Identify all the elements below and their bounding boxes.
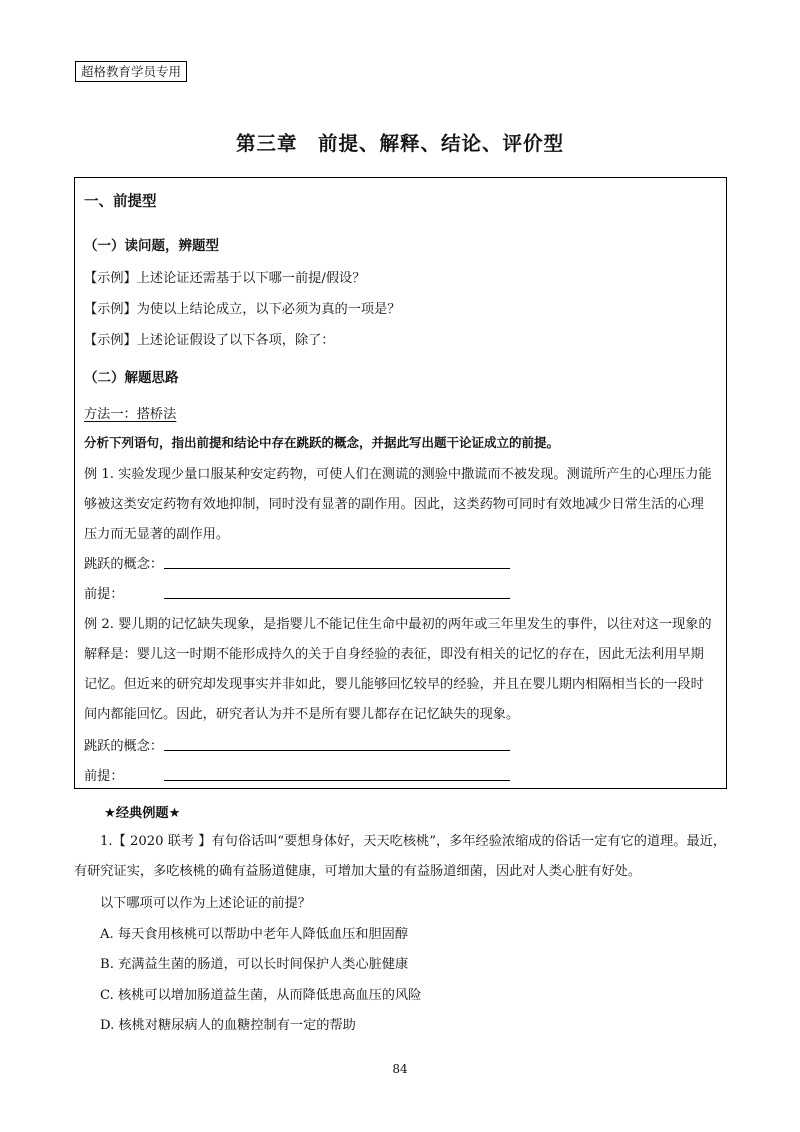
subheading-read-question: （一）读问题，辨题型 — [84, 238, 219, 254]
chapter-title: 第三章 前提、解释、结论、评价型 — [235, 132, 564, 155]
subheading-solution: （二）解题思路 — [84, 370, 179, 386]
concept-label: 跳跃的概念： — [84, 557, 164, 572]
example1-line: 例 1. 实验发现少量口服某种安定药物，可使人们在测谎的测验中撒谎而不被发现。测谎所产生的心理压力能 — [84, 467, 712, 482]
option-d: D. 核桃对糖尿病人的血糖控制有一定的帮助 — [100, 1018, 356, 1033]
example2-line: 记忆。但近来的研究却发现事实并非如此，婴儿能够回忆较早的经验，并且在婴儿期内相隔相当长的一段时 — [84, 677, 704, 692]
premise-label: 前提： — [84, 587, 124, 602]
option-b: B. 充满益生菌的肠道，可以长时间保护人类心脏健康 — [100, 957, 409, 972]
example2-line: 间内都能回忆。因此，研究者认为并不是所有婴儿都存在记忆缺失的现象。 — [84, 707, 520, 722]
page-number: 84 — [392, 1062, 408, 1076]
question-prompt: 以下哪项可以作为上述论证的前提？ — [100, 896, 311, 911]
example-item: 【示例】上述论证还需基于以下哪一前提/假设？ — [84, 271, 366, 286]
premise-blank[interactable] — [164, 598, 510, 599]
concept-blank[interactable] — [164, 750, 510, 751]
section-heading: 一、前提型 — [84, 194, 157, 210]
option-a: A. 每天食用核桃可以帮助中老年人降低血压和胆固醇 — [100, 927, 409, 942]
example1-line: 够被这类安定药物有效地抑制，同时没有显著的副作用。因此，这类药物可同时有效地减少日常生活的心理 — [84, 497, 704, 512]
premise-label: 前提： — [84, 769, 124, 784]
question-line: 1.【 2020 联考 】有句俗话叫“要想身体好，天天吃核桃”，多年经验浓缩成的俗话一定有它的道理。最近， — [100, 834, 727, 849]
concept-blank[interactable] — [164, 568, 510, 569]
example2-line: 解释是：婴儿这一时期不能形成持久的关于自身经验的表征，即没有相关的记忆的存在，因此无法利用早期 — [84, 647, 704, 662]
method-title: 方法一：搭桥法 — [84, 407, 177, 422]
concept-label: 跳跃的概念： — [84, 739, 164, 754]
question-line: 有研究证实，多吃核桃的确有益肠道健康，可增加大量的有益肠道细菌，因此对人类心脏有好处。 — [74, 864, 642, 879]
option-c: C. 核桃可以增加肠道益生菌，从而降低患高血压的风险 — [100, 988, 422, 1003]
example2-line: 例 2. 婴儿期的记忆缺失现象，是指婴儿不能记住生命中最初的两年或三年里发生的事件，以往对这一现象的 — [84, 617, 712, 632]
example1-line: 压力而无显著的副作用。 — [84, 527, 230, 542]
example-item: 【示例】上述论证假设了以下各项，除了： — [84, 333, 335, 348]
premise-blank[interactable] — [164, 780, 510, 781]
instruction: 分析下列语句，指出前提和结论中存在跳跃的概念，并据此写出题干论证成立的前提。 — [84, 435, 560, 450]
header-tag: 超格教育学员专用 — [75, 61, 187, 82]
example-item: 【示例】为使以上结论成立，以下必须为真的一项是？ — [84, 302, 401, 317]
classic-heading: ★经典例题★ — [104, 806, 181, 821]
